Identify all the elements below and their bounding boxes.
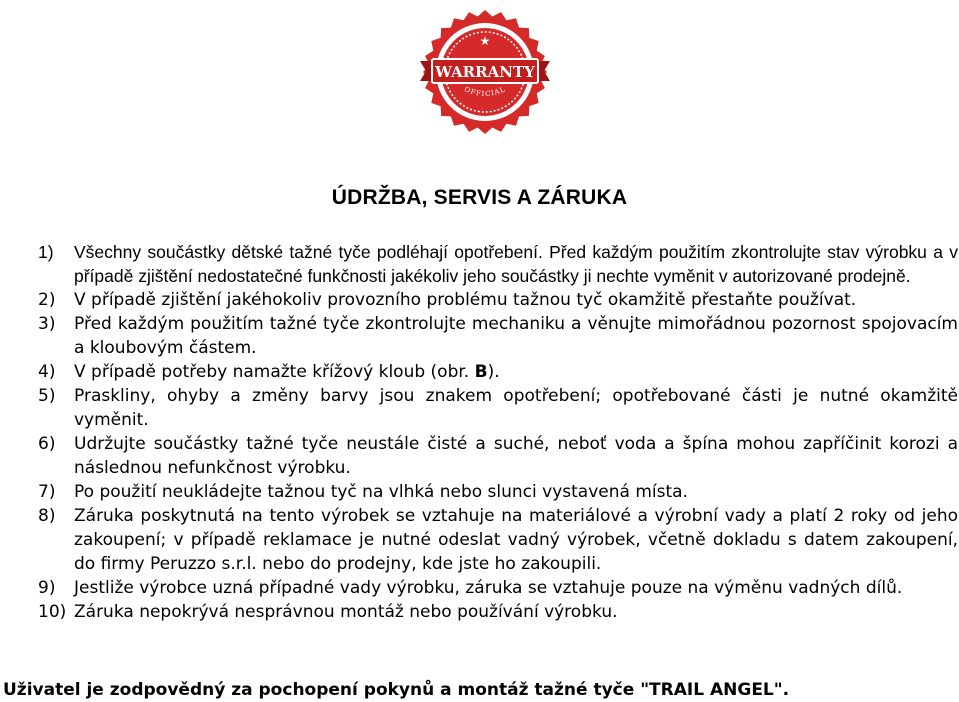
list-item-text: Po použití neukládejte tažnou tyč na vlhká nebo slunci vystavená místa. — [74, 482, 688, 502]
list-item-number: 1) — [38, 242, 54, 262]
list-item — [38, 600, 958, 624]
list-item — [38, 432, 958, 480]
list-item-text: Záruka nepokrývá nesprávnou montáž nebo používání výrobku. — [74, 602, 618, 622]
list-item — [38, 504, 958, 576]
list-item-number: 5) — [38, 386, 56, 406]
list-item-number: 2) — [38, 290, 56, 310]
warranty-seal — [418, 5, 552, 139]
list-item — [38, 576, 958, 600]
list-item — [38, 240, 958, 288]
list-item-number: 10) — [38, 602, 67, 622]
list-item-text: Před každým použitím tažné tyče zkontrolujte mechaniku a věnujte mimořádnou pozornost spojovacím a kloubovým částem. — [74, 314, 958, 358]
page-title: ÚDRŽBA, SERVIS A ZÁRUKA — [331, 186, 628, 209]
list-item — [38, 360, 958, 384]
list-item-text-part: ). — [487, 362, 500, 382]
warranty-seal-graphic — [418, 5, 552, 139]
list-item — [38, 312, 958, 360]
list-item — [38, 384, 958, 432]
list-item-text — [74, 360, 958, 384]
list-item-text: Záruka poskytnutá na tento výrobek se vztahuje na materiálové a výrobní vady a platí 2 roky od jeho zakoupení; v případě reklamace je nutné odeslat vadný výrobek, včetně dokladu s datem zakoupení, do firmy Peruzzo s.r.l. nebo do prodejny, kde jste ho zakoupili. — [74, 506, 958, 574]
list-item-text: Udržujte součástky tažné tyče neustále čisté a suché, neboť voda a špína mohou zapříčinit korozi a následnou nefunkčnost výrobku. — [74, 434, 958, 478]
list-item-text: V případě zjištění jakéhokoliv provozního problému tažnou tyč okamžitě přestaňte používat. — [74, 290, 857, 310]
list-item-number: 6) — [38, 434, 56, 454]
seal-main-text: WARRANTY — [435, 63, 535, 81]
list-item-number: 7) — [38, 482, 56, 502]
list-item — [38, 288, 958, 312]
footer-note: Uživatel je zodpovědný za pochopení pokynů a montáž tažné tyče "TRAIL ANGEL". — [3, 680, 790, 700]
instruction-list — [38, 240, 958, 624]
list-item-text-part: V případě potřeby namažte křížový kloub (obr. — [74, 362, 475, 382]
figure-reference: B — [474, 362, 488, 382]
list-item-number: 4) — [38, 362, 56, 382]
list-item-number: 8) — [38, 506, 56, 526]
list-item-text: Všechny součástky dětské tažné tyče podléhají opotřebení. Před každým použitím zkontrolujte stav výrobku a v případě zjištění nedostatečné funkčnosti jakékoliv jeho součástky ji nechte vyměnit v autorizované prodejně. — [74, 242, 958, 286]
seal-sub-text-path: OFFICIAL — [463, 85, 507, 99]
star-icon: ★ — [479, 34, 491, 48]
list-item-text: Jestliže výrobce uzná případné vady výrobku, záruka se vztahuje pouze na výměnu vadných dílů. — [74, 578, 903, 598]
list-item — [38, 480, 958, 504]
list-item-text: Praskliny, ohyby a změny barvy jsou znakem opotřebení; opotřebované části je nutné okamžitě vyměnit. — [74, 386, 958, 430]
list-item-number: 3) — [38, 314, 56, 334]
list-item-number: 9) — [38, 578, 56, 598]
